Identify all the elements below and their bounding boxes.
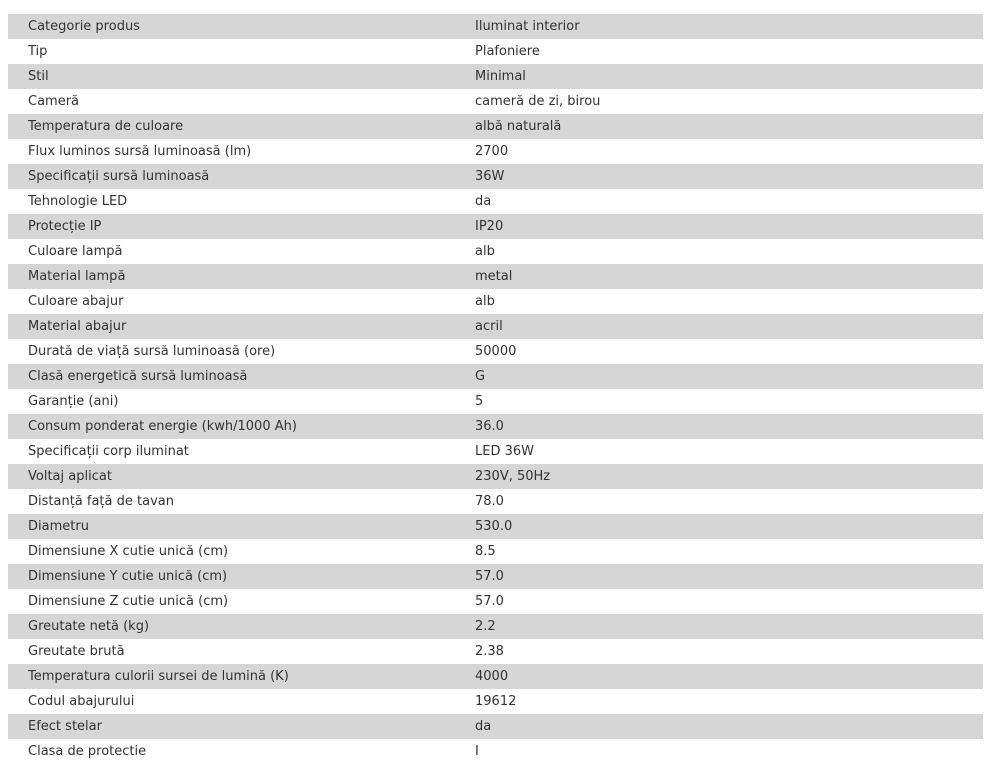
spec-value: 36W — [475, 169, 505, 184]
spec-label: Tip — [28, 44, 48, 59]
spec-row — [8, 689, 983, 714]
spec-value: alb — [475, 294, 495, 309]
spec-label: Dimensiune Z cutie unică (cm) — [28, 594, 229, 609]
spec-value: G — [475, 369, 486, 384]
spec-value: LED 36W — [475, 444, 534, 459]
spec-value: 50000 — [475, 344, 517, 359]
spec-row — [8, 364, 983, 389]
spec-table — [8, 14, 983, 764]
spec-label: Greutate netă (kg) — [28, 619, 150, 634]
spec-label: Temperatura de culoare — [28, 119, 184, 134]
spec-row — [8, 89, 983, 114]
spec-value: 8.5 — [475, 544, 496, 559]
spec-label: Culoare lampă — [28, 244, 123, 259]
spec-value: 2.38 — [475, 644, 504, 659]
spec-label: Cameră — [28, 94, 80, 109]
spec-row — [8, 414, 983, 439]
spec-value: da — [475, 719, 492, 734]
spec-label: Efect stelar — [28, 719, 102, 734]
spec-row — [8, 539, 983, 564]
spec-value: cameră de zi, birou — [475, 94, 601, 109]
spec-row — [8, 289, 983, 314]
spec-value: 57.0 — [475, 594, 504, 609]
spec-value: I — [475, 744, 479, 759]
spec-value: 57.0 — [475, 569, 504, 584]
spec-value: 36.0 — [475, 419, 504, 434]
spec-label: Specificații sursă luminoasă — [28, 169, 210, 184]
spec-label: Dimensiune X cutie unică (cm) — [28, 544, 229, 559]
spec-value: 530.0 — [475, 519, 513, 534]
spec-row — [8, 114, 983, 139]
spec-label: Material lampă — [28, 269, 126, 284]
spec-label: Flux luminos sursă luminoasă (lm) — [28, 144, 252, 159]
spec-row — [8, 389, 983, 414]
spec-value: 4000 — [475, 669, 509, 684]
spec-label: Protecție IP — [28, 219, 102, 234]
spec-value: Plafoniere — [475, 44, 540, 59]
spec-value: 2700 — [475, 144, 509, 159]
spec-label: Material abajur — [28, 319, 127, 334]
spec-row — [8, 439, 983, 464]
spec-label: Clasă energetică sursă luminoasă — [28, 369, 248, 384]
spec-value: 2.2 — [475, 619, 496, 634]
spec-label: Greutate brută — [28, 644, 125, 659]
spec-row — [8, 14, 983, 39]
spec-row — [8, 639, 983, 664]
spec-row — [8, 164, 983, 189]
spec-row — [8, 189, 983, 214]
spec-row — [8, 464, 983, 489]
spec-value: 5 — [475, 394, 484, 409]
spec-value: 78.0 — [475, 494, 504, 509]
spec-value: da — [475, 194, 492, 209]
spec-label: Durată de viață sursă luminoasă (ore) — [28, 344, 276, 359]
spec-row — [8, 339, 983, 364]
spec-label: Dimensiune Y cutie unică (cm) — [28, 569, 228, 584]
spec-value: acril — [475, 319, 503, 334]
spec-row — [8, 664, 983, 689]
spec-value: IP20 — [475, 219, 504, 234]
spec-label: Distanță față de tavan — [28, 494, 174, 509]
spec-value: alb — [475, 244, 495, 259]
spec-label: Temperatura culorii sursei de lumină (K) — [28, 669, 289, 684]
spec-row — [8, 39, 983, 64]
spec-value: 230V, 50Hz — [475, 469, 551, 484]
spec-row — [8, 264, 983, 289]
spec-label: Voltaj aplicat — [28, 469, 112, 484]
spec-value: albă naturală — [475, 119, 562, 134]
spec-label: Stil — [28, 69, 49, 84]
spec-row — [8, 514, 983, 539]
spec-row — [8, 589, 983, 614]
spec-row — [8, 489, 983, 514]
spec-label: Specificații corp iluminat — [28, 444, 189, 459]
spec-row — [8, 564, 983, 589]
spec-row — [8, 314, 983, 339]
spec-label: Garanție (ani) — [28, 394, 119, 409]
spec-value: Iluminat interior — [475, 19, 580, 34]
spec-row — [8, 739, 983, 764]
spec-row — [8, 614, 983, 639]
spec-row — [8, 64, 983, 89]
spec-label: Culoare abajur — [28, 294, 124, 309]
spec-row — [8, 239, 983, 264]
spec-label: Codul abajurului — [28, 694, 135, 709]
spec-value: metal — [475, 269, 513, 284]
spec-row — [8, 714, 983, 739]
spec-label: Tehnologie LED — [28, 194, 128, 209]
spec-label: Diametru — [28, 519, 89, 534]
spec-label: Consum ponderat energie (kwh/1000 Ah) — [28, 419, 297, 434]
spec-label: Categorie produs — [28, 19, 140, 34]
spec-value: Minimal — [475, 69, 526, 84]
spec-value: 19612 — [475, 694, 517, 709]
spec-row — [8, 214, 983, 239]
spec-row — [8, 139, 983, 164]
spec-label: Clasa de protectie — [28, 744, 147, 759]
